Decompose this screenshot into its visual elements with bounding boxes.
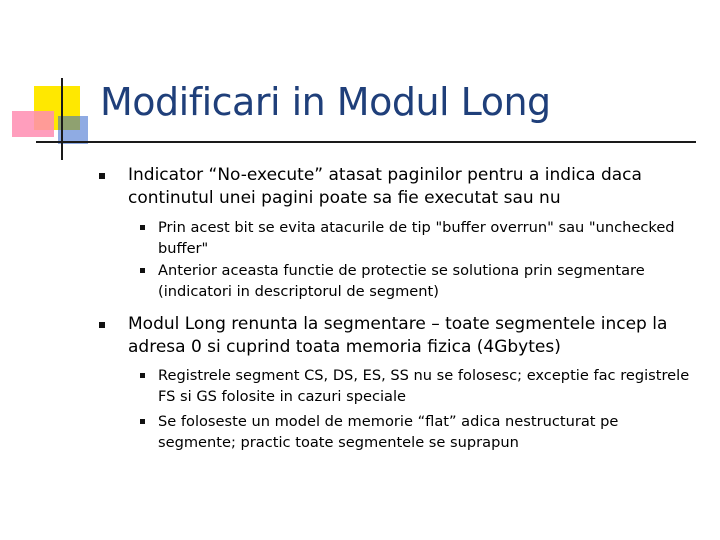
bullet-text: Indicator “No-execute” atasat paginilor pentru a indica daca continutul unei pagini poate sa ﬁe executat sau nu [128,165,642,208]
square-bullet-icon [140,225,145,230]
sub-bullet-text: Prin acest bit se evita atacurile de tip "buffer overrun" sau "unchecked buffer" [158,219,675,257]
title-underline [36,141,696,143]
square-bullet-icon [99,322,105,328]
sub-bullet-text: Registrele segment CS, DS, ES, SS nu se folosesc; exceptie fac registrele FS si GS folosite in cazuri speciale [158,367,690,405]
square-bullet-icon [140,268,145,273]
square-bullet-icon [140,373,145,378]
logo-pink-square [12,111,54,137]
logo-vertical-line [61,78,63,160]
bullet-text: Modul Long renunta la segmentare – toate segmentele incep la adresa 0 si cuprind toata memoria ﬁzica (4Gbytes) [128,314,668,357]
sub-bullet-text: Anterior aceasta functie de protectie se solutiona prin segmentare (indicatori in descriptorul de segment) [158,262,645,300]
square-bullet-icon [99,173,105,179]
square-bullet-icon [140,419,145,424]
slide-title: Modificari in Modul Long [100,80,551,124]
sub-bullet-text: Se foloseste un model de memorie “flat” adica nestructurat pe segmente; practic toate segmentele se suprapun [158,413,619,451]
